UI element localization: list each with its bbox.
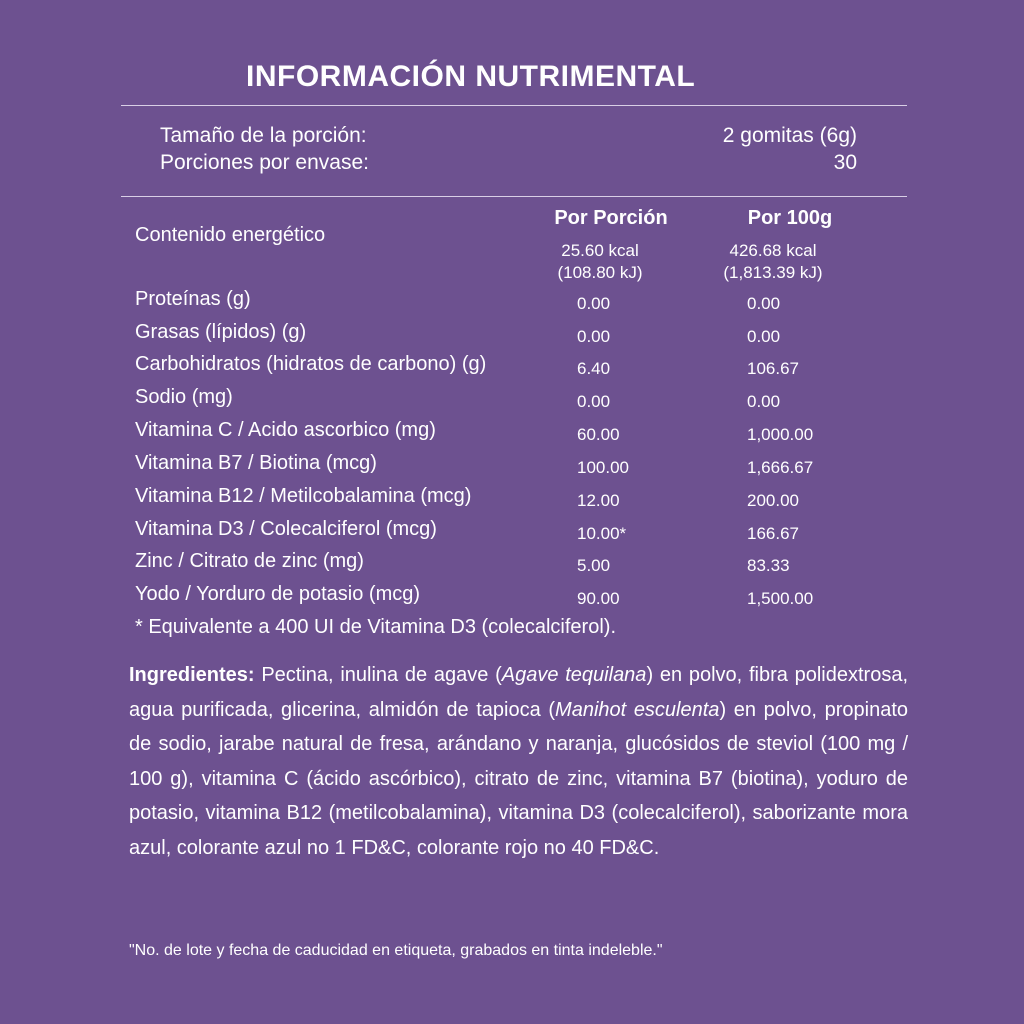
- nutrient-per-serving: 6.40: [577, 359, 611, 378]
- nutrient-row: [0, 485, 1024, 518]
- nutrient-row: [0, 321, 1024, 354]
- energy-per-100g-kj: (1,813.39 kJ): [723, 263, 823, 282]
- nutrient-label: Zinc / Citrato de zinc (mg): [135, 550, 364, 572]
- ingredients-text-1: Pectina, inulina de agave (: [254, 664, 502, 686]
- lot-note: "No. de lote y fecha de caducidad en etiqueta, grabados en tinta indeleble.": [129, 942, 663, 959]
- nutrient-label: Yodo / Yorduro de potasio (mcg): [135, 583, 421, 605]
- nutrient-per-100g: 0.00: [747, 327, 781, 346]
- nutrient-row: [0, 386, 1024, 419]
- nutrient-label: Sodio (mg): [135, 386, 233, 408]
- energy-per-100g-kcal: 426.68 kcal: [729, 241, 817, 260]
- serving-size-row: [160, 124, 857, 148]
- ingredients-italic-1: Agave tequilana: [501, 664, 647, 686]
- nutrient-per-serving: 0.00: [577, 327, 611, 346]
- nutrient-label: Proteínas (g): [135, 288, 251, 310]
- nutrient-per-100g: 0.00: [747, 392, 781, 411]
- nutrient-per-serving: 5.00: [577, 556, 611, 575]
- divider-middle: [121, 196, 907, 197]
- energy-per-serving-kj: (108.80 kJ): [557, 263, 643, 282]
- nutrient-label: Vitamina C / Acido ascorbico (mg): [135, 419, 436, 441]
- nutrient-label: Grasas (lípidos) (g): [135, 321, 307, 343]
- nutrient-label: Vitamina D3 / Colecalciferol (mcg): [135, 518, 437, 540]
- nutrient-per-serving: 90.00: [577, 589, 620, 608]
- page-title: INFORMACIÓN NUTRIMENTAL: [246, 60, 696, 93]
- nutrient-label: Vitamina B7 / Biotina (mcg): [135, 452, 377, 474]
- nutrient-per-100g: 166.67: [747, 524, 799, 543]
- nutrient-per-serving: 60.00: [577, 425, 620, 444]
- nutrient-per-100g: 106.67: [747, 359, 799, 378]
- nutrient-row: [0, 288, 1024, 321]
- divider-top: [121, 105, 907, 106]
- nutrient-per-100g: 0.00: [747, 294, 781, 313]
- nutrient-row: [0, 518, 1024, 551]
- energy-per-100g: [703, 240, 843, 284]
- serving-size-value: 2 gomitas (6g): [722, 124, 857, 147]
- energy-per-serving-kcal: 25.60 kcal: [561, 241, 639, 260]
- nutrient-per-100g: 1,500.00: [747, 589, 814, 608]
- servings-per-container-label: Porciones por envase:: [160, 151, 369, 174]
- ingredients-text-2: ) en polvo, fibra polidextrosa, agua purificada, glicerina, almidón de tapioca (: [129, 664, 908, 721]
- nutrient-per-serving: 100.00: [577, 458, 629, 477]
- nutrient-label: Carbohidratos (hidratos de carbono) (g): [135, 353, 487, 375]
- energy-per-serving: [530, 240, 670, 284]
- nutrient-row: [0, 550, 1024, 583]
- ingredients-heading: Ingredientes:: [129, 664, 255, 686]
- nutrient-row: [0, 583, 1024, 616]
- column-header-per-100g: Por 100g: [747, 207, 833, 229]
- column-header-per-serving: Por Porción: [554, 207, 668, 229]
- nutrient-per-100g: 1,000.00: [747, 425, 814, 444]
- nutrient-per-serving: 12.00: [577, 491, 620, 510]
- servings-per-container-value: 30: [833, 151, 857, 174]
- nutrient-label: Vitamina B12 / Metilcobalamina (mcg): [135, 485, 472, 507]
- ingredients-italic-2: Manihot esculenta: [555, 698, 720, 721]
- servings-per-container-row: [160, 151, 857, 175]
- energy-label: Contenido energético: [135, 224, 326, 246]
- ingredients-paragraph: [129, 658, 908, 865]
- nutrient-row: [0, 353, 1024, 386]
- serving-size-label: Tamaño de la porción:: [160, 124, 367, 147]
- nutrient-per-100g: 1,666.67: [747, 458, 814, 477]
- nutrient-per-100g: 200.00: [747, 491, 799, 510]
- nutrient-per-serving: 0.00: [577, 392, 611, 411]
- nutrient-per-serving: 0.00: [577, 294, 611, 313]
- nutrient-per-serving: 10.00*: [577, 524, 627, 543]
- nutrient-row: [0, 419, 1024, 452]
- vitamin-d3-footnote: * Equivalente a 400 UI de Vitamina D3 (colecalciferol).: [135, 616, 616, 638]
- nutrient-row: [0, 452, 1024, 485]
- nutrient-per-100g: 83.33: [747, 556, 790, 575]
- ingredients-text-3: ) en polvo, propinato de sodio, jarabe natural de fresa, arándano y naranja, glucósidos de steviol (100 mg / 100 g), vitamina C (ácido ascórbico), citrato de zinc, vitamina B7 (biotina), yoduro de potasio, vitamina B12 (metilcobalamina), vitamina D3 (colecalciferol), saborizante mora azul, colorante azul no 1 FD&C, colorante rojo no 40 FD&C.: [129, 698, 909, 859]
